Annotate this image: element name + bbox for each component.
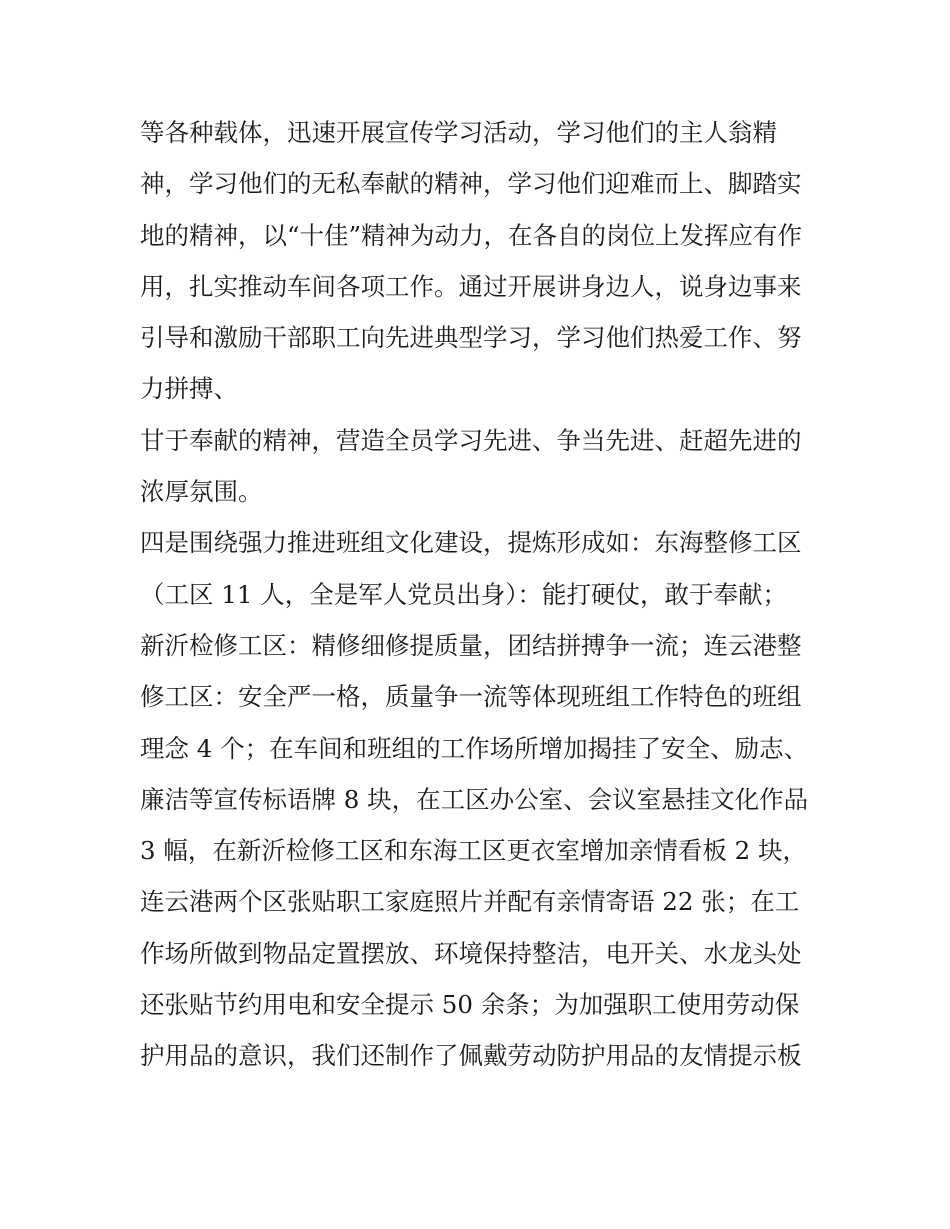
- text-line: 等各种载体，迅速开展宣传学习活动，学习他们的主人翁精: [140, 118, 777, 147]
- text-line: 甘于奉献的精神，营造全员学习先进、争当先进、赶超先进的: [140, 425, 802, 455]
- text-line: 作场所做到物品定置摆放、环境保持整洁，电开关、水龙头处: [140, 938, 802, 968]
- text-line: 3 幅，在新沂检修工区和东海工区更衣室增加亲情看板 2 块，: [140, 836, 808, 866]
- text-line: 用，扎实推动车间各项工作。通过开展讲身边人，说身边事来: [140, 271, 802, 301]
- text-line: 四是围绕强力推进班组文化建设，提炼形成如：东海整修工区: [140, 528, 802, 558]
- text-line: 引导和激励干部职工向先进典型学习，学习他们热爱工作、努: [140, 323, 802, 353]
- text-line: 力拼搏、: [140, 374, 238, 404]
- text-line: 理念 4 个；在车间和班组的工作场所增加揭挂了安全、励志、: [140, 733, 809, 763]
- text-line: 地的精神，以“十佳”精神为动力，在各自的岗位上发挥应有作: [140, 220, 803, 250]
- text-line: 浓厚氛围。: [140, 477, 263, 507]
- text-line: 神，学习他们的无私奉献的精神，学习他们迎难而上、脚踏实: [140, 169, 802, 199]
- text-line: 修工区：安全严一格，质量争一流等体现班组工作特色的班组: [140, 682, 802, 712]
- text-line: 还张贴节约用电和安全提示 50 余条；为加强职工使用劳动保: [140, 990, 800, 1020]
- text-line: 廉洁等宣传标语牌 8 块，在工区办公室、会议室悬挂文化作品: [140, 784, 809, 814]
- body-text: [140, 107, 820, 1082]
- text-line: 护用品的意识，我们还制作了佩戴劳动防护用品的友情提示板: [140, 1041, 802, 1071]
- text-line: 新沂检修工区：精修细修提质量，团结拼搏争一流；连云港整: [140, 630, 802, 660]
- text-line: （工区 11 人，全是军人党员出身）：能打硬仗，敢于奉献；: [140, 579, 787, 609]
- text-line: 连云港两个区张贴职工家庭照片并配有亲情寄语 22 张；在工: [140, 887, 800, 917]
